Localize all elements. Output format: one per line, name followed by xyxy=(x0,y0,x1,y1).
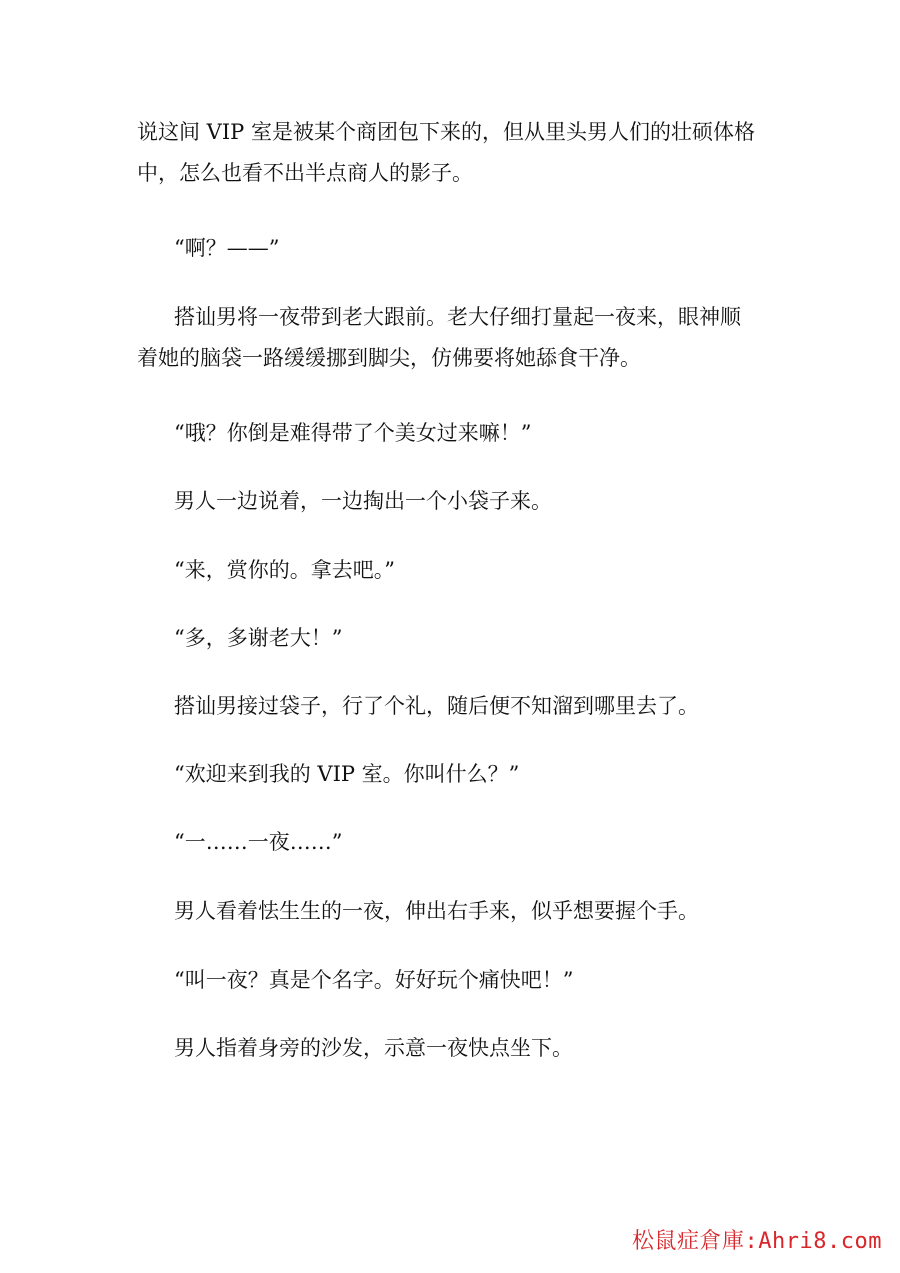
paragraph-5 xyxy=(174,481,814,522)
paragraph-line: “来，赏你的。拿去吧。” xyxy=(174,558,395,582)
paragraph-line: “多，多谢老大！” xyxy=(174,626,343,650)
paragraph-13 xyxy=(174,1028,814,1069)
paragraph-line: 男人一边说着，一边掏出一个小袋子来。 xyxy=(174,489,552,513)
paragraph-line: 搭讪男接过袋子，行了个礼，随后便不知溜到哪里去了。 xyxy=(174,694,699,718)
paragraph-2 xyxy=(174,228,814,269)
watermark-text: 松鼠症倉庫:Ahri8.com xyxy=(632,1229,882,1254)
paragraph-line: “哦？你倒是难得带了个美女过来嘛！” xyxy=(174,421,532,445)
paragraph-line: 中，怎么也看不出半点商人的影子。 xyxy=(137,161,473,185)
paragraph-line: 搭讪男将一夜带到老大跟前。老大仔细打量起一夜来，眼神顺 xyxy=(174,305,741,329)
paragraph-7 xyxy=(174,618,814,659)
paragraph-4 xyxy=(174,413,814,454)
paragraph-line: “欢迎来到我的 VIP 室。你叫什么？” xyxy=(174,762,520,786)
paragraph-line: “啊？——” xyxy=(174,236,280,260)
paragraph-line: 说这间 VIP 室是被某个商团包下来的，但从里头男人们的壮硕体格 xyxy=(137,120,755,144)
paragraph-line: 着她的脑袋一路缓缓挪到脚尖，仿佛要将她舔食干净。 xyxy=(137,346,641,370)
paragraph-line: “一……一夜……” xyxy=(174,830,343,854)
paragraph-6 xyxy=(174,550,814,591)
paragraph-9 xyxy=(174,754,814,795)
paragraph-8 xyxy=(174,686,814,727)
paragraph-line: 男人指着身旁的沙发，示意一夜快点坐下。 xyxy=(174,1036,573,1060)
paragraph-1 xyxy=(137,112,777,194)
paragraph-11 xyxy=(174,891,814,932)
paragraph-12 xyxy=(174,960,814,1001)
paragraph-line: 男人看着怯生生的一夜，伸出右手来，似乎想要握个手。 xyxy=(174,899,699,923)
paragraph-line: “叫一夜？真是个名字。好好玩个痛快吧！” xyxy=(174,968,574,992)
paragraph-3 xyxy=(137,297,814,379)
paragraph-10 xyxy=(174,822,814,863)
